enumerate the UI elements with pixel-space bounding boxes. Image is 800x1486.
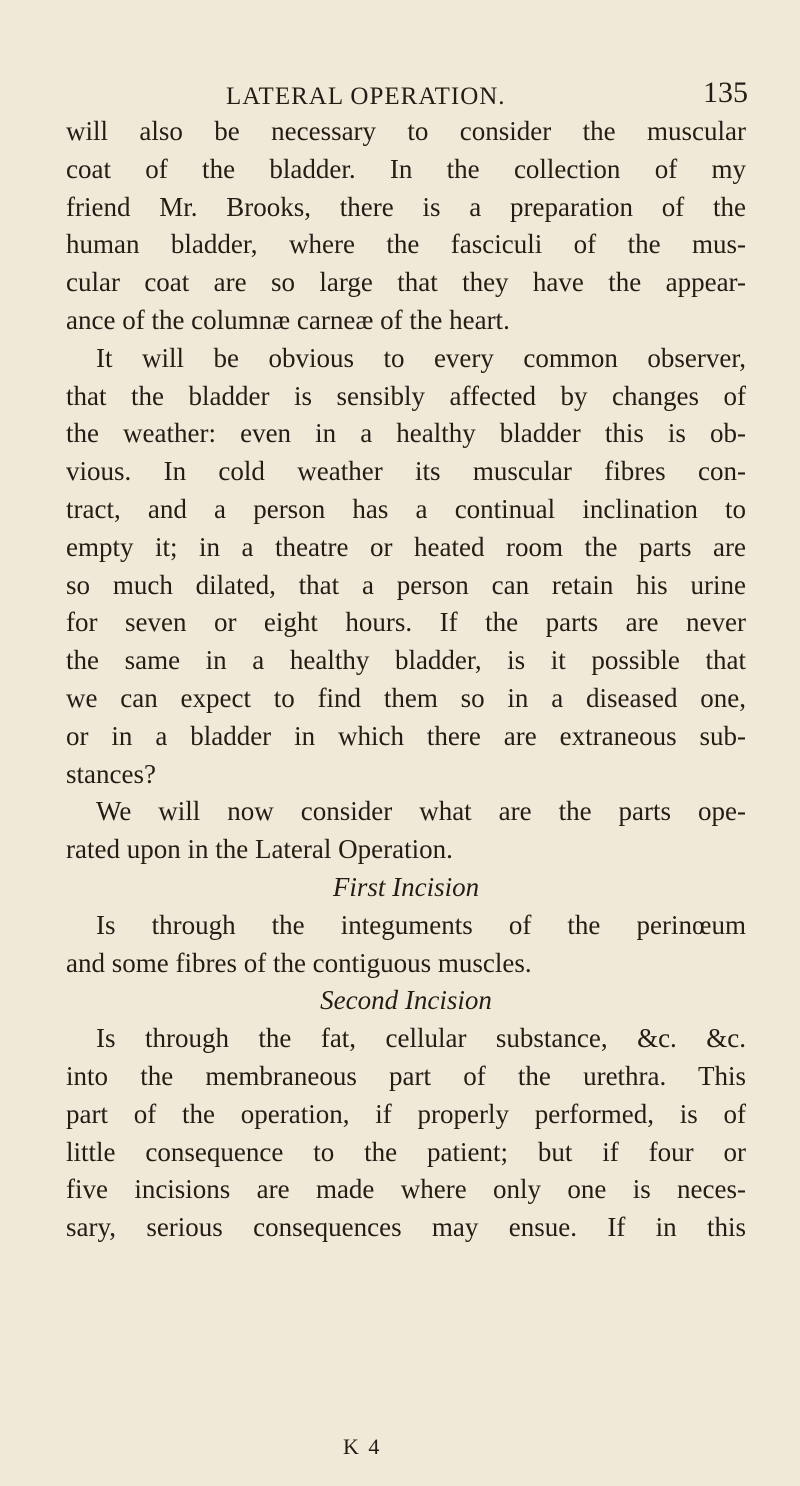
text-line: coat of the bladder. In the collection of my bbox=[66, 153, 746, 184]
text-line: for seven or eight hours. If the parts are never bbox=[66, 607, 746, 638]
text-line: little consequence to the patient; but if four or bbox=[66, 1136, 746, 1167]
text-line: We will now consider what are the parts ope- bbox=[96, 796, 746, 827]
text-line: so much dilated, that a person can retain his urine bbox=[66, 569, 746, 600]
text-line: the weather: even in a healthy bladder this is ob- bbox=[66, 418, 746, 449]
text-line: Is through the fat, cellular substance, &c. &c. bbox=[96, 1023, 746, 1054]
text-line: will also be necessary to consider the muscular bbox=[66, 116, 746, 146]
section-heading-second-incision: Second Incision bbox=[320, 985, 492, 1016]
text-line: cular coat are so large that they have the appear- bbox=[66, 267, 746, 298]
running-head bbox=[66, 0, 748, 112]
text-line: Is through the integuments of the perinœum bbox=[96, 909, 746, 940]
text-line: empty it; in a theatre or heated room the parts are bbox=[66, 531, 746, 562]
section-heading-first-incision: First Incision bbox=[332, 871, 480, 902]
page-number: 135 bbox=[703, 76, 748, 109]
text-line: tract, and a person has a continual inclination to bbox=[66, 493, 746, 524]
body-text bbox=[66, 113, 746, 1247]
text-line: that the bladder is sensibly affected by changes of bbox=[66, 380, 746, 411]
text-line: ance of the columnæ carneæ of the heart. bbox=[66, 304, 510, 335]
text-line: part of the operation, if properly performed, is of bbox=[66, 1098, 746, 1129]
text-line: the same in a healthy bladder, is it possible that bbox=[66, 645, 746, 676]
text-line: stances? bbox=[66, 758, 156, 789]
text-line: friend Mr. Brooks, there is a preparation of the bbox=[66, 191, 746, 222]
text-line: It will be obvious to every common observer, bbox=[96, 342, 746, 373]
text-line: or in a bladder in which there are extraneous sub- bbox=[66, 720, 746, 751]
signature-mark: K 4 bbox=[343, 1434, 382, 1459]
running-title: LATERAL OPERATION. bbox=[226, 83, 506, 110]
text-line: sary, serious consequences may ensue. If in this bbox=[66, 1212, 746, 1243]
text-line: five incisions are made where only one is neces- bbox=[66, 1174, 746, 1205]
text-line: and some fibres of the contiguous muscles. bbox=[66, 947, 532, 978]
text-line: into the membraneous part of the urethra. This bbox=[66, 1060, 746, 1091]
text-line: we can expect to find them so in a diseased one, bbox=[66, 682, 746, 713]
text-line: vious. In cold weather its muscular fibres con- bbox=[66, 456, 746, 487]
text-line: human bladder, where the fasciculi of the mus- bbox=[66, 229, 746, 260]
text-line: rated upon in the Lateral Operation. bbox=[66, 834, 453, 865]
